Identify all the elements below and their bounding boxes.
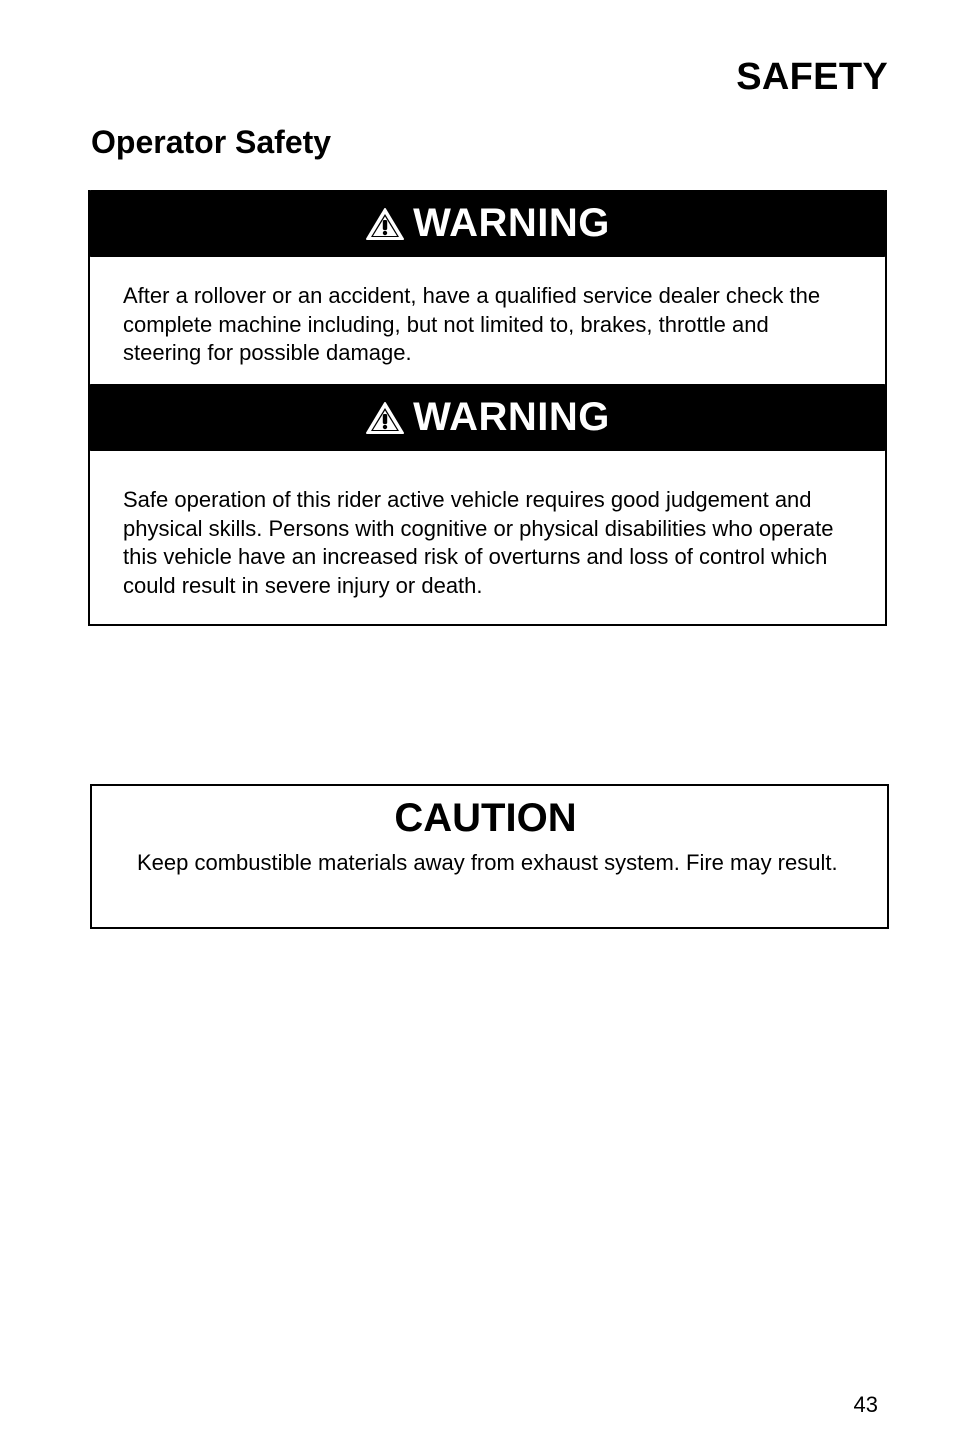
caution-box: [90, 784, 889, 929]
section-title: Operator Safety: [91, 124, 332, 160]
warning-triangle-icon: [365, 401, 405, 435]
caution-title: CAUTION: [394, 796, 577, 840]
warning-triangle-icon: [365, 207, 405, 241]
warning-bar-2: [88, 384, 887, 451]
warning-bar-1: [88, 190, 887, 257]
caution-text: Keep combustible materials away from exhaust system. Fire may result.: [137, 850, 838, 875]
warning-group: [88, 190, 887, 626]
warning-text-1: After a rollover or an accident, have a qualified service dealer check the complete machine including, but not limited to, brakes, throttle and steering for possible damage.: [123, 283, 821, 365]
page-number: 43: [853, 1392, 878, 1417]
page-header: SAFETY: [736, 56, 888, 98]
warning-text-2: Safe operation of this rider active vehicle requires good judgement and physical skills. Persons with cognitive or physical disabilities who operate this vehicle have an increased risk of overturns and loss of control which could result in severe injury or death.: [123, 487, 834, 598]
warning-label-1: WARNING: [413, 201, 610, 245]
warning-label-2: WARNING: [413, 395, 610, 439]
